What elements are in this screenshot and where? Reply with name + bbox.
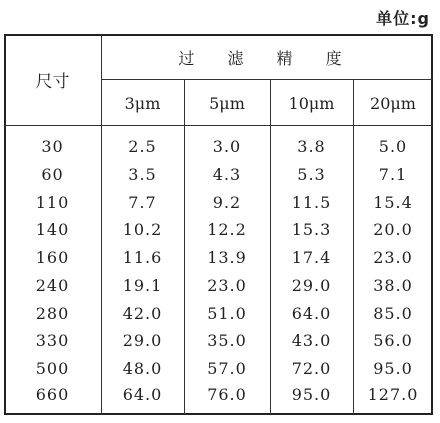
value-cell: 23.0 <box>373 248 413 267</box>
value-cell: 3.0 <box>212 137 242 156</box>
value-cell: 23.0 <box>207 276 247 295</box>
size-column-header: 尺寸 <box>35 72 70 92</box>
value-cell: 17.4 <box>291 248 332 267</box>
value-cell: 10.2 <box>122 220 163 239</box>
size-cell: 500 <box>35 359 70 378</box>
value-cell: 51.0 <box>207 304 247 323</box>
header-divider <box>101 79 433 80</box>
filtration-precision-header: 过 滤 精 度 <box>178 49 356 68</box>
data-table <box>4 34 433 415</box>
value-cell: 85.0 <box>373 304 413 323</box>
value-cell: 64.0 <box>291 304 332 323</box>
value-cell: 2.5 <box>128 137 157 156</box>
value-cell: 57.0 <box>207 359 247 378</box>
table-top-border <box>4 34 433 36</box>
unit-label: 单位:g <box>376 9 430 28</box>
value-cell: 29.0 <box>122 331 163 350</box>
size-cell: 330 <box>35 331 70 350</box>
value-cell: 72.0 <box>291 359 332 378</box>
size-cell: 660 <box>35 385 70 404</box>
value-cell: 95.0 <box>291 385 332 404</box>
table-bottom-border <box>4 413 433 415</box>
value-cell: 43.0 <box>291 331 332 350</box>
size-cell: 30 <box>41 137 64 156</box>
value-cell: 5.0 <box>378 137 408 156</box>
value-cell: 9.2 <box>212 193 242 212</box>
value-cell: 64.0 <box>122 385 163 404</box>
size-cell: 160 <box>35 248 70 267</box>
value-cell: 7.1 <box>378 165 408 184</box>
value-cell: 3.5 <box>128 165 157 184</box>
column-header-5um: 5μm <box>209 94 245 113</box>
value-cell: 19.1 <box>122 276 163 295</box>
size-cell: 60 <box>41 165 64 184</box>
value-cell: 48.0 <box>122 359 163 378</box>
size-cell: 240 <box>35 276 70 295</box>
value-cell: 7.7 <box>128 193 157 212</box>
value-cell: 20.0 <box>373 220 413 239</box>
value-cell: 4.3 <box>212 165 242 184</box>
size-cell: 140 <box>35 220 70 239</box>
column-header-10um: 10μm <box>288 94 335 113</box>
value-cell: 76.0 <box>207 385 247 404</box>
value-cell: 3.8 <box>297 137 326 156</box>
value-cell: 15.4 <box>373 193 413 212</box>
header-body-divider <box>4 125 433 126</box>
size-cell: 110 <box>35 193 70 212</box>
value-cell: 13.9 <box>207 248 247 267</box>
value-cell: 42.0 <box>122 304 163 323</box>
value-cell: 95.0 <box>373 359 413 378</box>
value-cell: 12.2 <box>207 220 247 239</box>
value-cell: 15.3 <box>291 220 332 239</box>
value-cell: 56.0 <box>373 331 413 350</box>
value-cell: 35.0 <box>207 331 247 350</box>
column-header-20um: 20μm <box>370 94 416 113</box>
size-cell: 280 <box>35 304 70 323</box>
value-cell: 29.0 <box>291 276 332 295</box>
value-cell: 11.6 <box>122 248 163 267</box>
value-cell: 127.0 <box>367 385 419 404</box>
value-cell: 5.3 <box>297 165 326 184</box>
value-cell: 38.0 <box>373 276 413 295</box>
column-header-3um: 3μm <box>124 94 161 113</box>
value-cell: 11.5 <box>291 193 332 212</box>
